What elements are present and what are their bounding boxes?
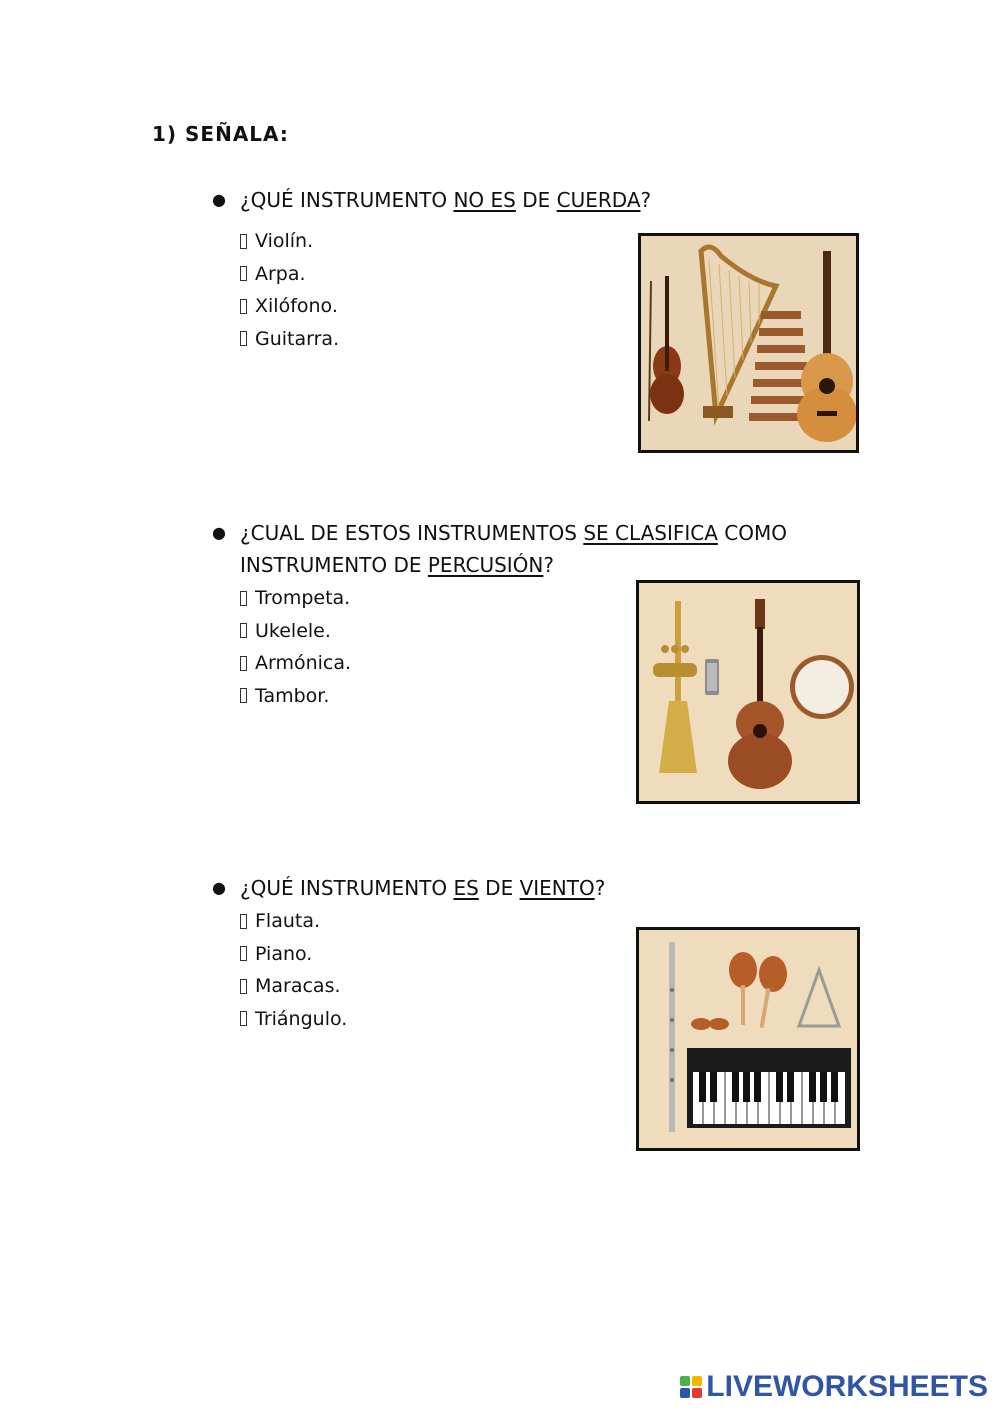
checkbox-icon[interactable]	[240, 914, 247, 929]
option-checkbox[interactable]: Triángulo.	[240, 1003, 347, 1036]
bullet-icon: ●	[212, 878, 226, 897]
question-2-text: ¿CUAL DE ESTOS INSTRUMENTOS SE CLASIFICA COMO INSTRUMENTO DE PERCUSIÓN?	[240, 521, 787, 577]
checkbox-icon[interactable]	[240, 1011, 247, 1026]
option-checkbox[interactable]: Xilófono.	[240, 290, 339, 323]
string-instruments-image	[638, 233, 859, 453]
question-1-text: ¿QUÉ INSTRUMENTO NO ES DE CUERDA?	[240, 188, 652, 212]
wind-keyboard-percussion-image	[636, 927, 860, 1151]
checkbox-icon[interactable]	[240, 688, 247, 703]
checkbox-icon[interactable]	[240, 331, 247, 346]
checkbox-icon[interactable]	[240, 623, 247, 638]
question-3-text: ¿QUÉ INSTRUMENTO ES DE VIENTO?	[240, 876, 606, 900]
option-checkbox[interactable]: Flauta.	[240, 905, 347, 938]
section-heading: 1) SEÑALA:	[152, 122, 289, 146]
option-checkbox[interactable]: Trompeta.	[240, 582, 351, 615]
checkbox-icon[interactable]	[240, 656, 247, 671]
question-3-options	[240, 905, 347, 1035]
bullet-icon: ●	[212, 523, 226, 542]
question-1-options	[240, 225, 339, 355]
mixed-instruments-image	[636, 580, 860, 804]
checkbox-icon[interactable]	[240, 946, 247, 961]
question-3	[212, 872, 852, 904]
option-checkbox[interactable]: Maracas.	[240, 970, 347, 1003]
logo-text: LIVEWORKSHEETS	[706, 1370, 988, 1403]
question-2	[212, 517, 852, 581]
option-checkbox[interactable]: Piano.	[240, 938, 347, 971]
checkbox-icon[interactable]	[240, 591, 247, 606]
option-checkbox[interactable]: Armónica.	[240, 647, 351, 680]
question-1	[212, 184, 852, 216]
bullet-icon: ●	[212, 190, 226, 209]
question-2-options	[240, 582, 351, 712]
liveworksheets-logo	[680, 1370, 988, 1404]
checkbox-icon[interactable]	[240, 234, 247, 249]
option-checkbox[interactable]: Tambor.	[240, 680, 351, 713]
option-checkbox[interactable]: Ukelele.	[240, 615, 351, 648]
option-checkbox[interactable]: Guitarra.	[240, 323, 339, 356]
checkbox-icon[interactable]	[240, 979, 247, 994]
logo-badge-icon	[680, 1376, 702, 1398]
option-checkbox[interactable]: Violín.	[240, 225, 339, 258]
option-checkbox[interactable]: Arpa.	[240, 258, 339, 291]
checkbox-icon[interactable]	[240, 266, 247, 281]
checkbox-icon[interactable]	[240, 299, 247, 314]
